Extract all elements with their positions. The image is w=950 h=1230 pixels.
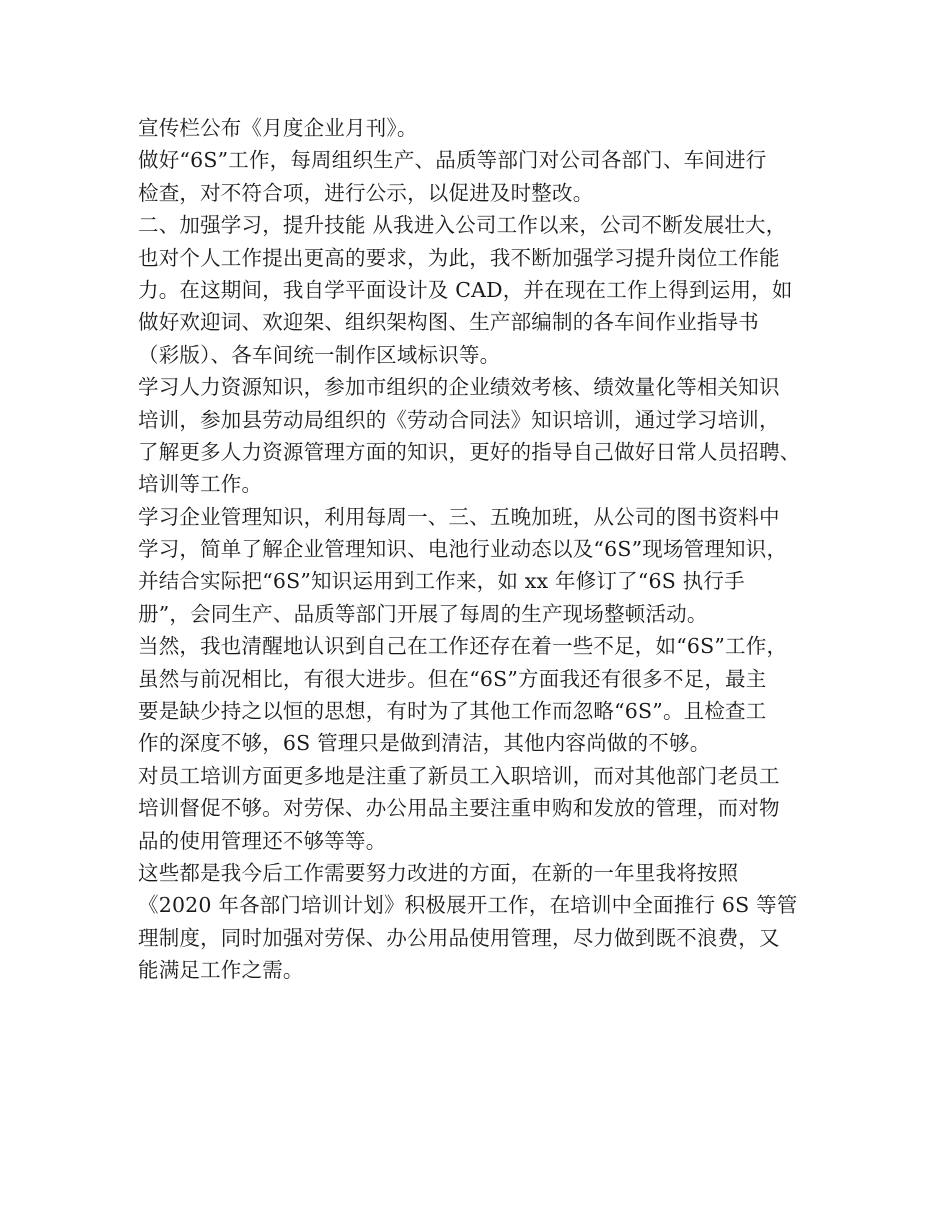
text-line-11: 了解更多人力资源管理方面的知识，更好的指导自己做好日常人员招聘、 <box>138 439 801 464</box>
text-line-16: 册”，会同生产、品质等部门开展了每周的生产现场整顿活动。 <box>138 601 708 626</box>
text-line-20: 作的深度不够，6S 管理只是做到清洁，其他内容尚做的不够。 <box>138 731 711 756</box>
text-line-25: 《2020 年各部门培训计划》积极展开工作，在培训中全面推行 6S 等管 <box>138 893 798 918</box>
text-line-8: （彩版）、各车间统一制作区域标识等。 <box>138 342 501 367</box>
document-body <box>138 112 828 987</box>
text-line-17: 当然，我也清醒地认识到自己在工作还存在着一些不足，如“6S”工作， <box>138 634 788 659</box>
text-line-5: 也对个人工作提出更高的要求，为此，我不断加强学习提升岗位工作能 <box>138 245 780 270</box>
text-line-15: 并结合实际把“6S”知识运用到工作来，如 xx 年修订了“6S 执行手 <box>138 569 745 594</box>
text-line-7: 做好欢迎词、欢迎架、组织架构图、生产部编制的各车间作业指导书 <box>138 310 759 335</box>
text-line-10: 培训，参加县劳动局组织的《劳动合同法》知识培训，通过学习培训， <box>138 407 780 432</box>
text-line-27: 能满足工作之需。 <box>138 958 304 983</box>
text-line-6: 力。在这期间，我自学平面设计及 CAD，并在现在工作上得到运用，如 <box>138 277 793 302</box>
text-line-9: 学习人力资源知识，参加市组织的企业绩效考核、绩效量化等相关知识 <box>138 375 780 400</box>
text-line-19: 要是缺少持之以恒的思想，有时为了其他工作而忽略“6S”。且检查工 <box>138 699 767 724</box>
text-line-4: 二、加强学习，提升技能 从我进入公司工作以来，公司不断发展壮大， <box>138 213 787 238</box>
text-line-23: 品的使用管理还不够等等。 <box>138 828 387 853</box>
text-line-13: 学习企业管理知识，利用每周一、三、五晚加班，从公司的图书资料中 <box>138 504 780 529</box>
text-line-3: 检查，对不符合项，进行公示，以促进及时整改。 <box>138 180 594 205</box>
text-line-14: 学习，简单了解企业管理知识、电池行业动态以及“6S”现场管理知识， <box>138 537 788 562</box>
text-line-26: 理制度，同时加强对劳保、办公用品使用管理，尽力做到既不浪费，又 <box>138 925 780 950</box>
text-line-12: 培训等工作。 <box>138 472 263 497</box>
text-line-18: 虽然与前况相比，有很大进步。但在“6S”方面我还有很多不足，最主 <box>138 666 767 691</box>
text-line-2: 做好“6S”工作，每周组织生产、品质等部门对公司各部门、车间进行 <box>138 148 767 173</box>
text-line-24: 这些都是我今后工作需要努力改进的方面，在新的一年里我将按照 <box>138 860 739 885</box>
text-line-1: 宣传栏公布《月度企业月刊》。 <box>138 116 418 140</box>
text-line-22: 培训督促不够。对劳保、办公用品主要注重申购和发放的管理，而对物 <box>138 796 780 821</box>
text-line-21: 对员工培训方面更多地是注重了新员工入职培训，而对其他部门老员工 <box>138 763 780 788</box>
